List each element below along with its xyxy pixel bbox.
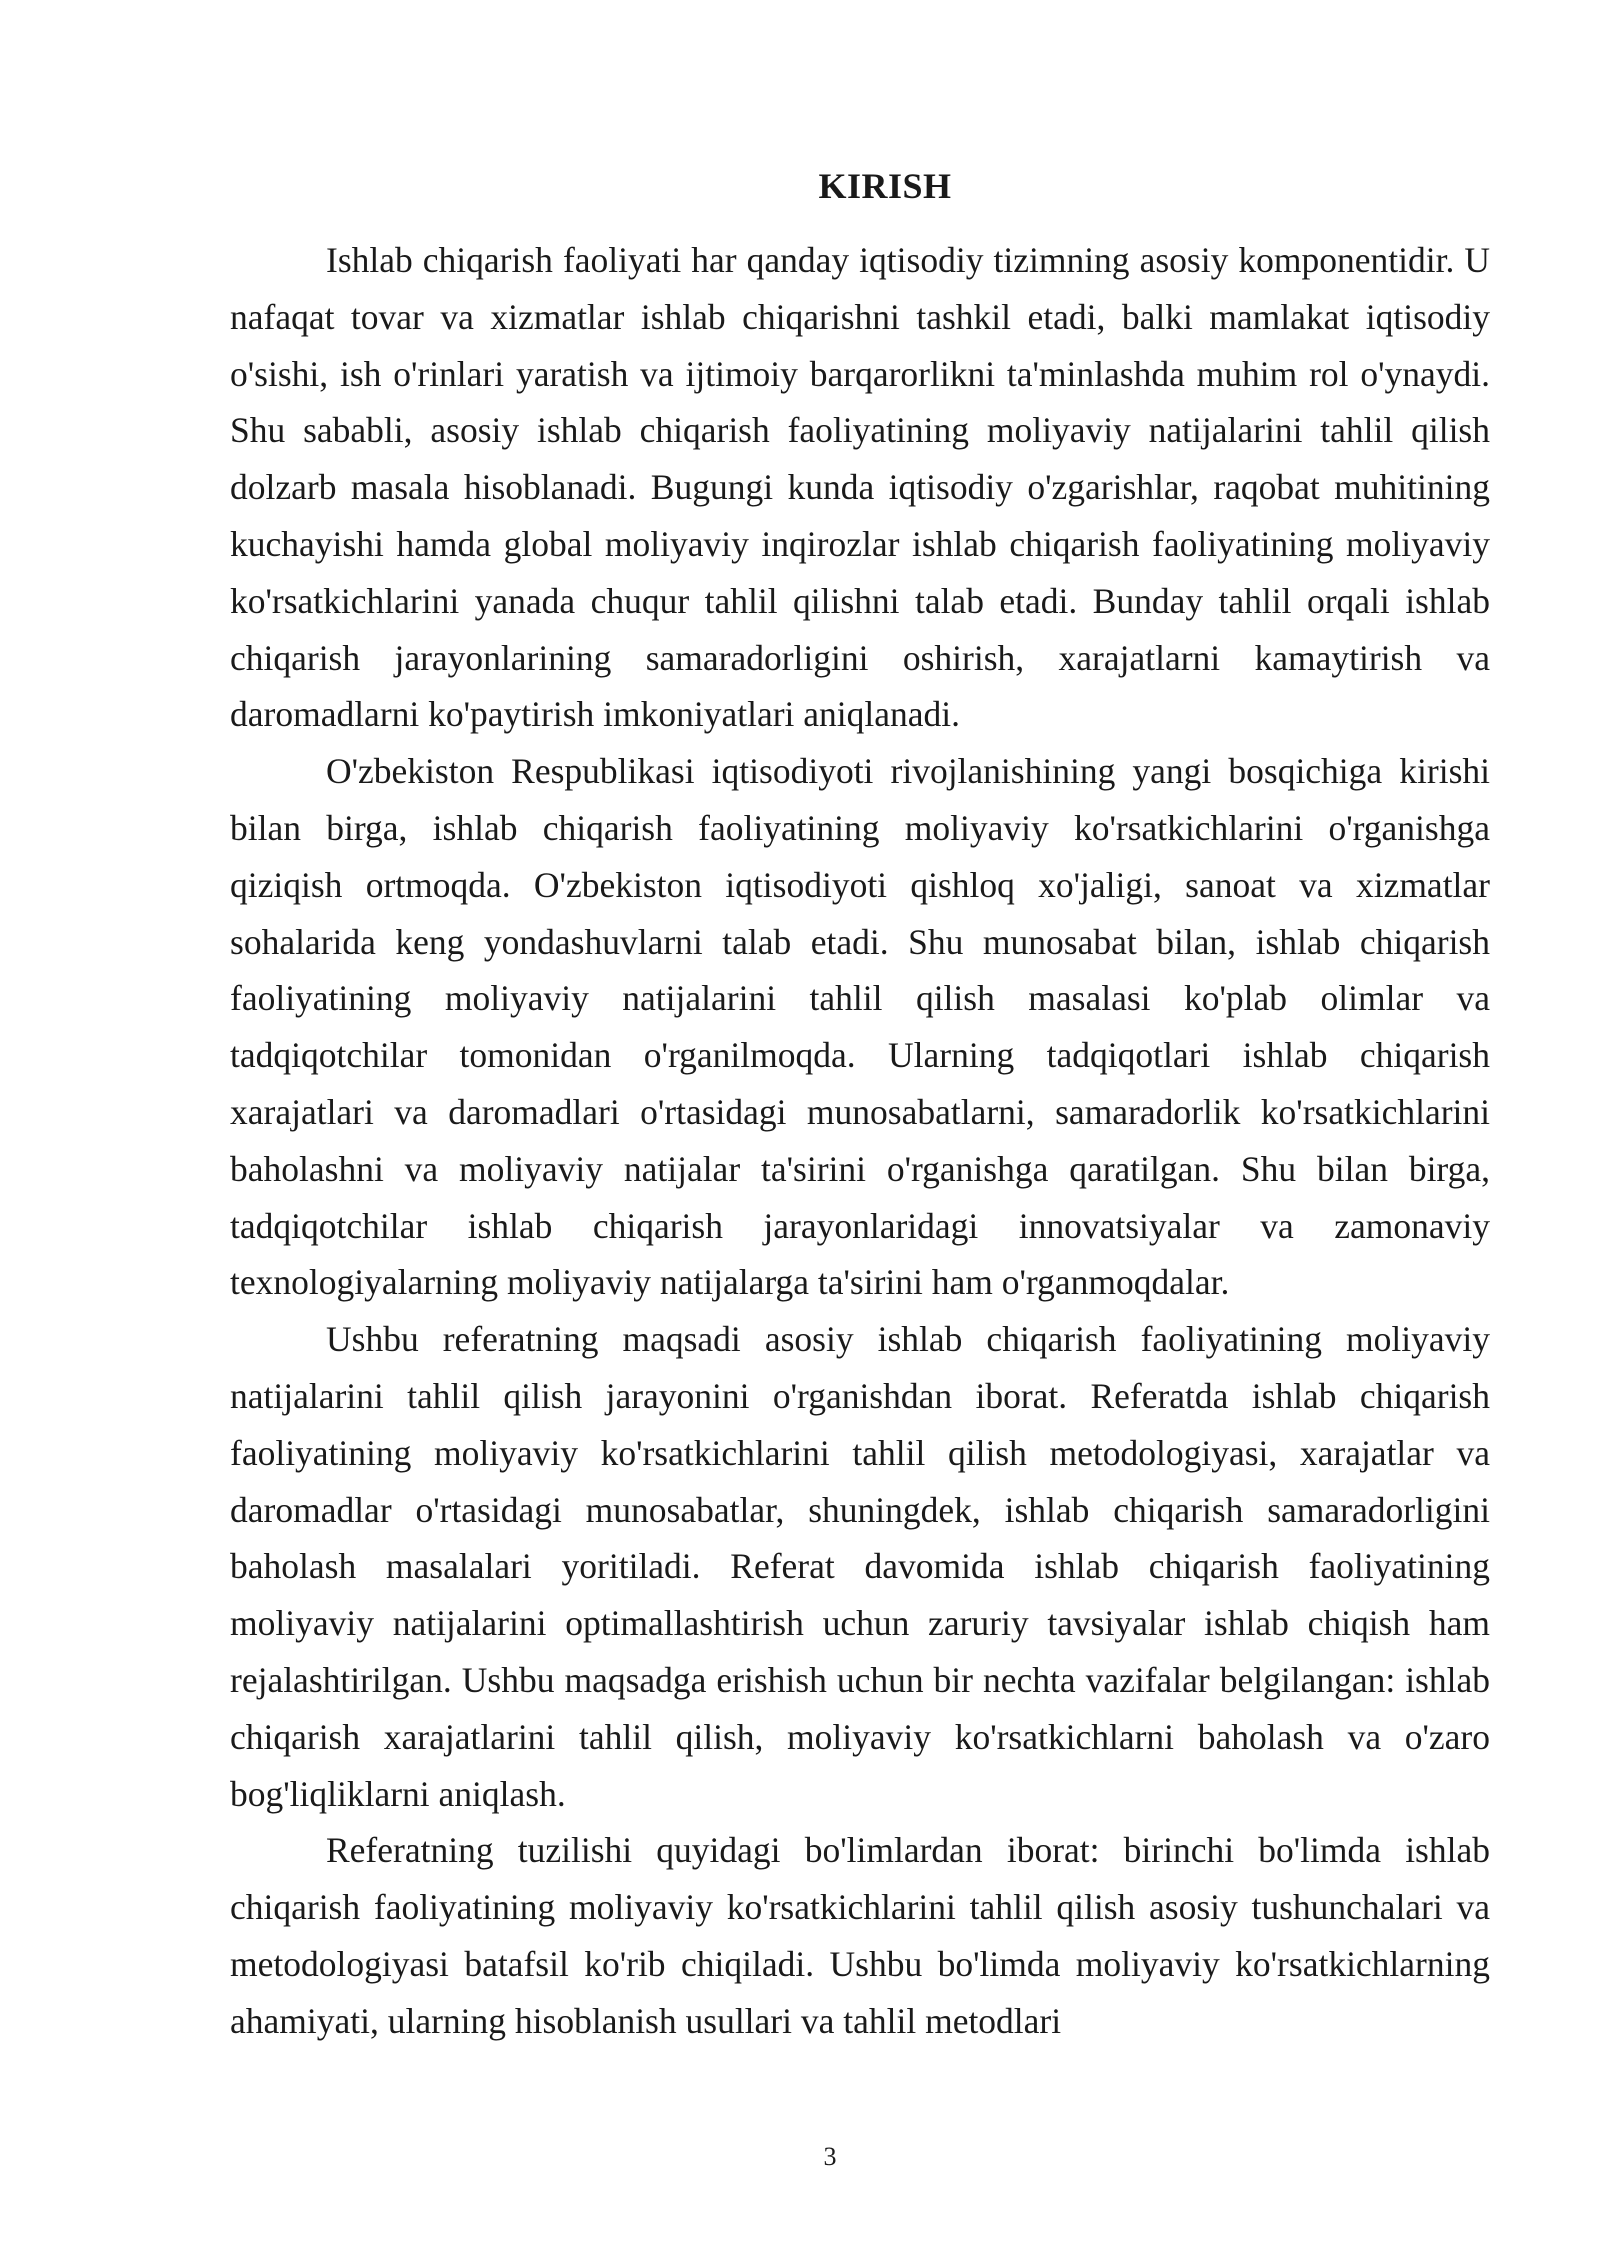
- paragraph-3: Ushbu referatning maqsadi asosiy ishlab chiqarish faoliyatining moliyaviy natijalarini tahlil qilish jarayonini o'rganishdan iborat. Referatda ishlab chiqarish faoliyatining moliyaviy ko'rsatkichlarini tahlil qilish metodologiyasi, xarajatlar va daromadlar o'rtasidagi munosabatlar, shuningdek, ishlab chiqarish samaradorligini baholash masalalari yoritiladi. Referat davomida ishlab chiqarish faoliyatining moliyaviy natijalarini optimallashtirish uchun zaruriy tavsiyalar ishlab chiqish ham rejalashtirilgan. Ushbu maqsadga erishish uchun bir nechta vazifalar belgilangan: ishlab chiqarish xarajatlarini tahlil qilish, moliyaviy ko'rsatkichlarni baholash va o'zaro bog'liqliklarni aniqlash.: [230, 1319, 1490, 1814]
- document-page: [230, 150, 1490, 2200]
- paragraph-2: O'zbekiston Respublikasi iqtisodiyoti rivojlanishining yangi bosqichiga kirishi bilan birga, ishlab chiqarish faoliyatining moliyaviy ko'rsatkichlarini o'rganishga qiziqish ortmoqda. O'zbekiston iqtisodiyoti qishloq xo'jaligi, sanoat va xizmatlar sohalarida keng yondashuvlarni talab etadi. Shu munosabat bilan, ishlab chiqarish faoliyatining moliyaviy natijalarini tahlil qilish masalasi ko'plab olimlar va tadqiqotchilar tomonidan o'rganilmoqda. Ularning tadqiqotlari ishlab chiqarish xarajatlari va daromadlari o'rtasidagi munosabatlarni, samaradorlik ko'rsatkichlarini baholashni va moliyaviy natijalar ta'sirini o'rganishga qaratilgan. Shu bilan birga, tadqiqotchilar ishlab chiqarish jarayonlaridagi innovatsiyalar va zamonaviy texnologiyalarning moliyaviy natijalarga ta'sirini ham o'rganmoqdalar.: [230, 751, 1490, 1303]
- page-title: KIRISH: [818, 166, 952, 206]
- page-number: 3: [823, 2142, 837, 2171]
- paragraph-4: Referatning tuzilishi quyidagi bo'limlardan iborat: birinchi bo'limda ishlab chiqarish faoliyatining moliyaviy ko'rsatkichlarini tahlil qilish asosiy tushunchalari va metodologiyasi batafsil ko'rib chiqiladi. Ushbu bo'limda moliyaviy ko'rsatkichlarning ahamiyati, ularning hisoblanish usullari va tahlil metodlari: [230, 1830, 1490, 2041]
- paragraph-1: Ishlab chiqarish faoliyati har qanday iqtisodiy tizimning asosiy komponentidir. U nafaqat tovar va xizmatlar ishlab chiqarishni tashkil etadi, balki mamlakat iqtisodiy o'sishi, ish o'rinlari yaratish va ijtimoiy barqarorlikni ta'minlashda muhim rol o'ynaydi. Shu sababli, asosiy ishlab chiqarish faoliyatining moliyaviy natijalarini tahlil qilish dolzarb masala hisoblanadi. Bugungi kunda iqtisodiy o'zgarishlar, raqobat muhitining kuchayishi hamda global moliyaviy inqirozlar ishlab chiqarish faoliyatining moliyaviy ko'rsatkichlarini yanada chuqur tahlil qilishni talab etadi. Bunday tahlil orqali ishlab chiqarish jarayonlarining samaradorligini oshirish, xarajatlarni kamaytirish va daromadlarni ko'paytirish imkoniyatlari aniqlanadi.: [230, 240, 1490, 735]
